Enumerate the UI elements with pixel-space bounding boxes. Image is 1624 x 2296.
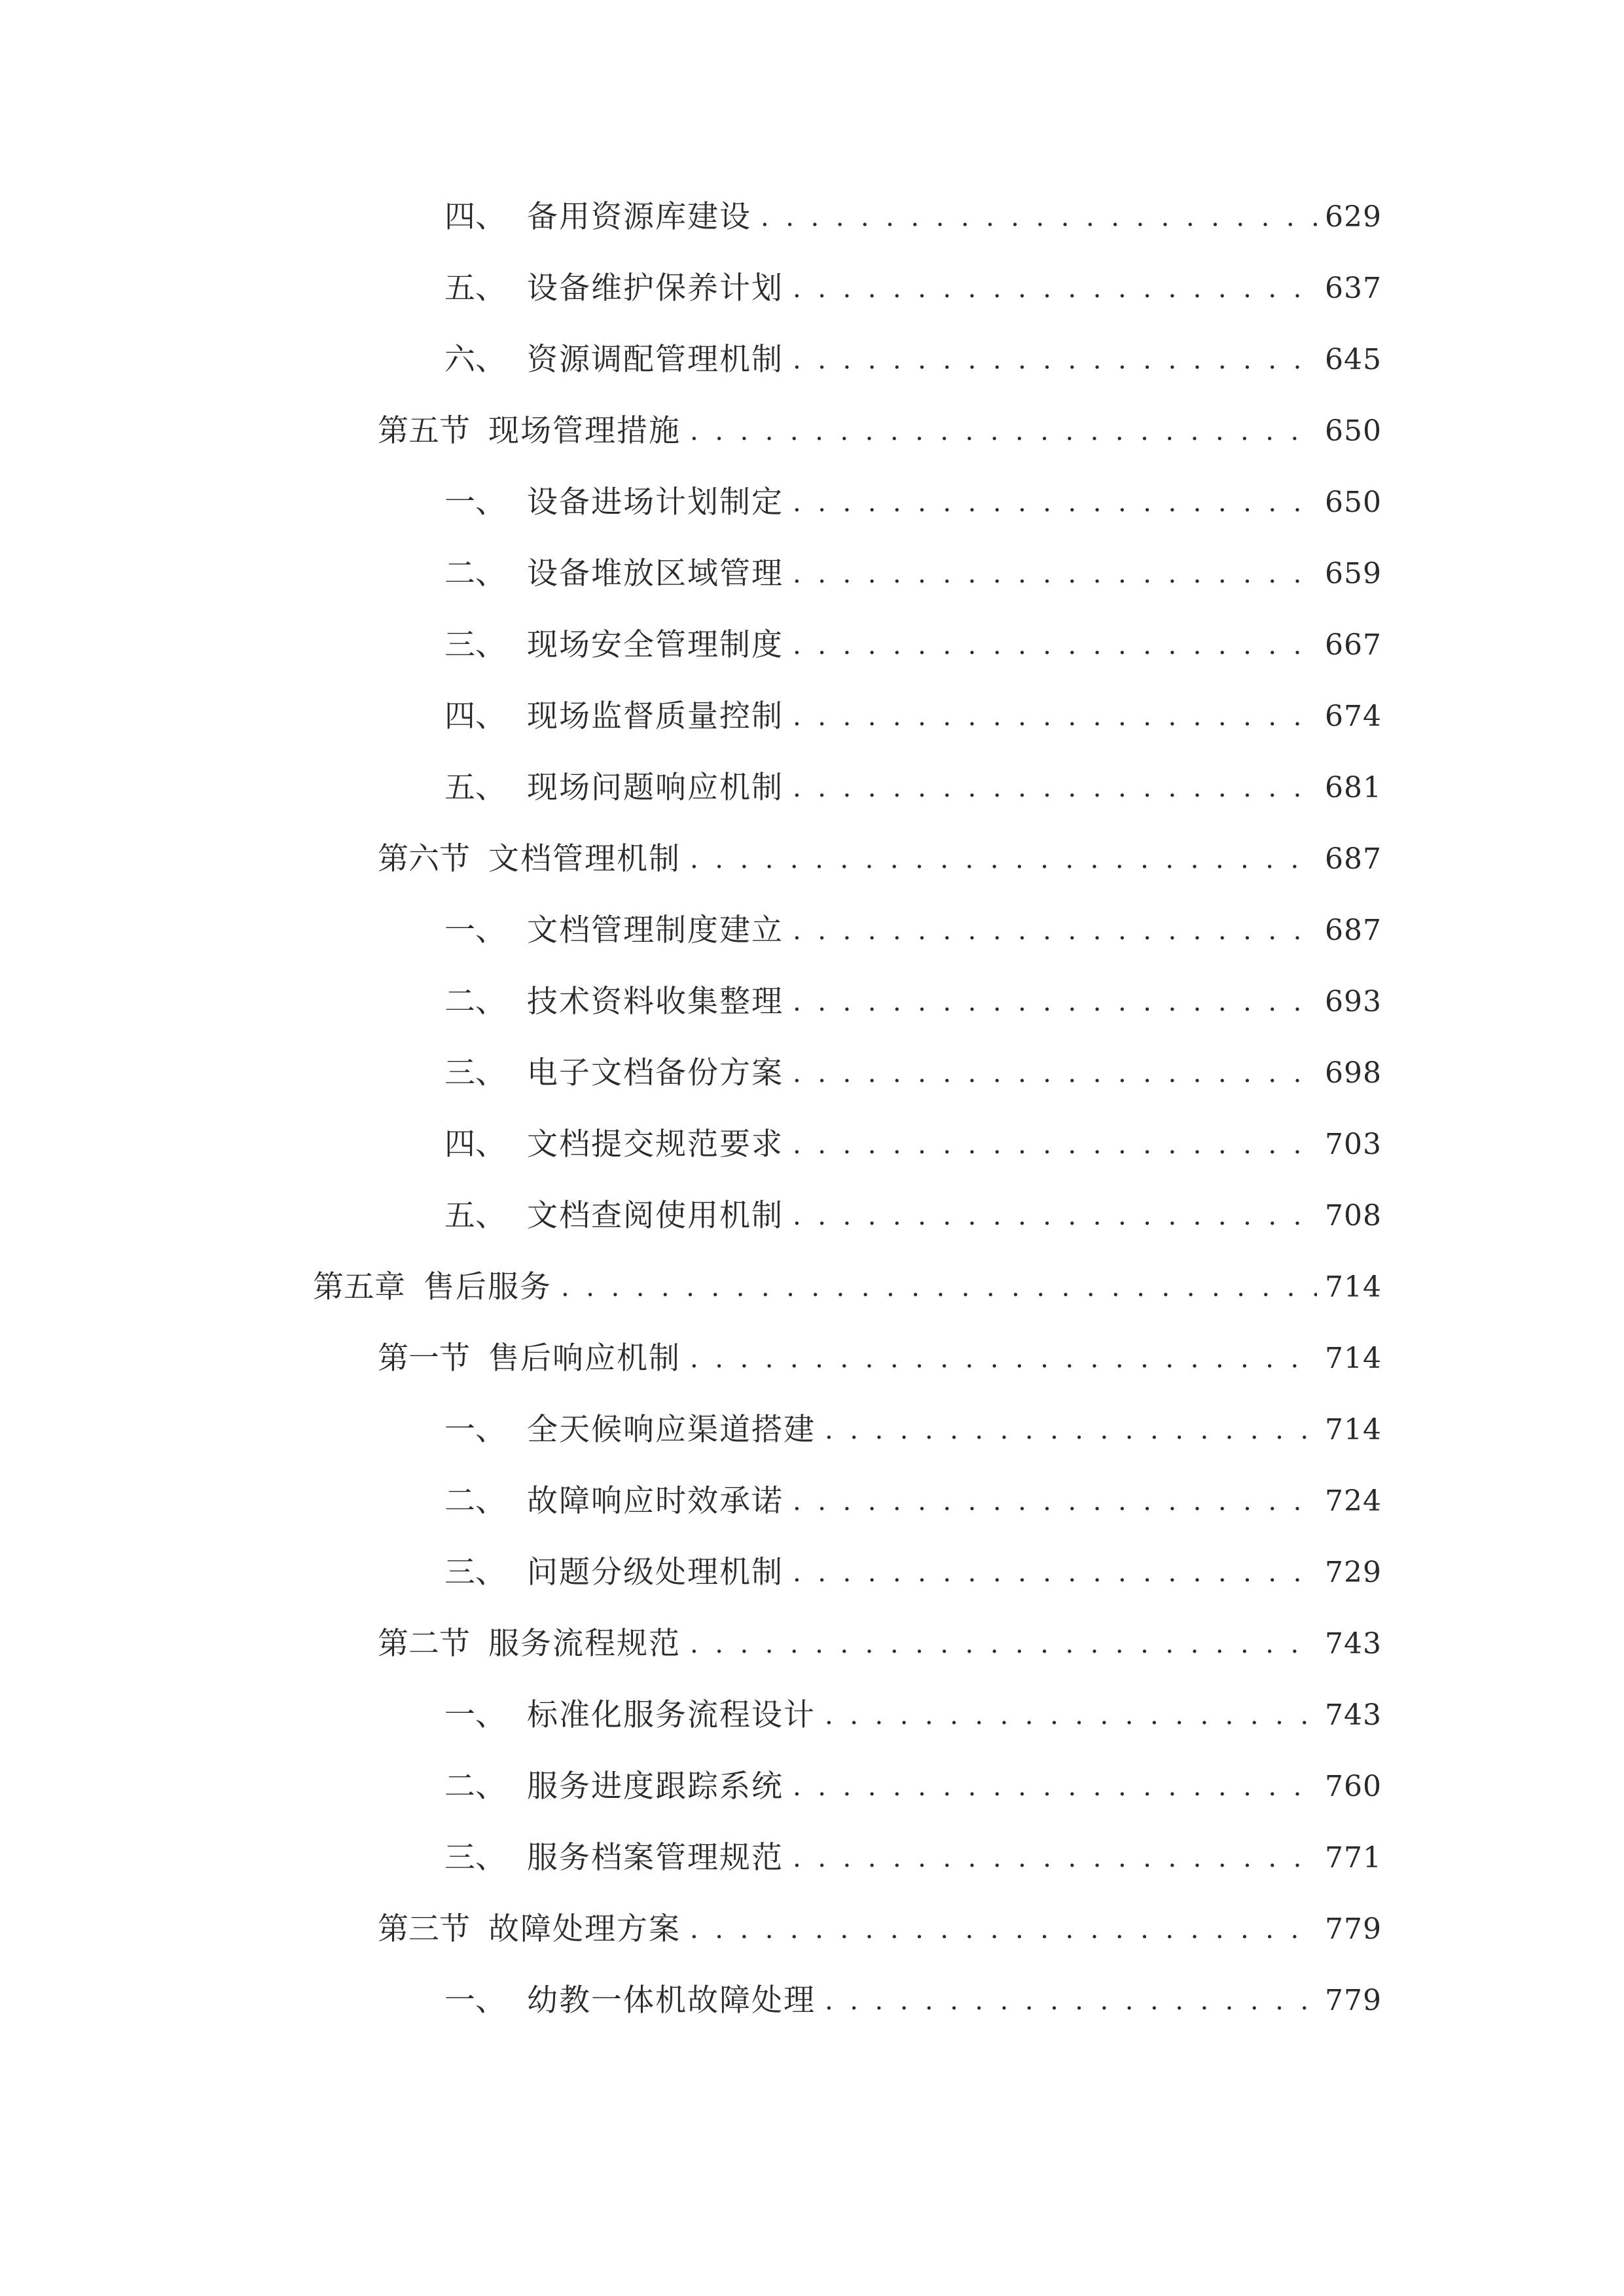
- dot-leader: [793, 262, 1317, 315]
- toc-entry-number: 第六节: [378, 841, 470, 877]
- toc-entry-page: 703: [1325, 1128, 1382, 1161]
- toc-entry-number: 第一节: [378, 1340, 470, 1376]
- toc-entry-title: 设备维护保养计划: [527, 270, 784, 306]
- dot-leader: [793, 1190, 1317, 1242]
- toc-entry-title: 文档查阅使用机制: [527, 1198, 784, 1234]
- toc-entry[interactable]: [444, 976, 1382, 1028]
- dot-leader: [793, 476, 1317, 529]
- toc-entry-number: 第三节: [378, 1911, 470, 1947]
- toc-entry-title: 现场问题响应机制: [527, 770, 784, 806]
- toc-entry-page: 779: [1325, 1912, 1382, 1946]
- toc-entry[interactable]: [378, 1903, 1382, 1956]
- toc-entry-number: 六、: [444, 342, 506, 378]
- toc-entry-title: 技术资料收集整理: [527, 984, 784, 1020]
- toc-entry-page: 724: [1325, 1484, 1382, 1518]
- dot-leader: [793, 619, 1317, 672]
- toc-entry[interactable]: [444, 619, 1382, 672]
- toc-entry-number: 一、: [444, 912, 506, 948]
- toc-entry-page: 693: [1325, 985, 1382, 1018]
- toc-entry-title: 现场监督质量控制: [527, 698, 784, 734]
- dot-leader: [793, 691, 1317, 743]
- toc-entry[interactable]: [444, 1547, 1382, 1599]
- toc-entry[interactable]: [444, 191, 1382, 243]
- toc-entry-page: 629: [1325, 200, 1382, 234]
- toc-entry-page: 779: [1325, 1984, 1382, 2017]
- toc-entry-page: 645: [1325, 343, 1382, 376]
- toc-entry[interactable]: [444, 548, 1382, 600]
- toc-entry-number: 第五章: [313, 1269, 405, 1305]
- toc-entry[interactable]: [444, 691, 1382, 743]
- toc-entry-number: 第二节: [378, 1626, 470, 1662]
- toc-entry-page: 743: [1325, 1698, 1382, 1732]
- toc-entry[interactable]: [313, 1261, 1382, 1314]
- toc-entry-page: 760: [1325, 1770, 1382, 1803]
- toc-entry-page: 743: [1325, 1627, 1382, 1660]
- toc-entry-page: 708: [1325, 1199, 1382, 1232]
- dot-leader: [825, 1689, 1317, 1742]
- toc-entry-number: 三、: [444, 1840, 506, 1876]
- toc-entry-title: 全天候响应渠道搭建: [527, 1412, 816, 1448]
- toc-entry-page: 687: [1325, 842, 1382, 876]
- toc-entry-title: 售后服务: [424, 1269, 552, 1305]
- toc-entry-title: 设备进场计划制定: [527, 484, 784, 520]
- dot-leader: [793, 334, 1317, 386]
- toc-entry-page: 698: [1325, 1056, 1382, 1090]
- dot-leader: [793, 905, 1317, 957]
- toc-entry-number: 三、: [444, 1055, 506, 1091]
- toc-entry-number: 二、: [444, 984, 506, 1020]
- toc-entry[interactable]: [444, 1832, 1382, 1884]
- toc-entry[interactable]: [378, 405, 1382, 457]
- toc-entry-page: 650: [1325, 414, 1382, 448]
- dot-leader: [825, 1404, 1317, 1456]
- toc-entry-number: 一、: [444, 1697, 506, 1733]
- dot-leader: [793, 1475, 1317, 1528]
- toc-entry[interactable]: [444, 905, 1382, 957]
- toc-entry-number: 三、: [444, 1554, 506, 1590]
- toc-entry-title: 电子文档备份方案: [527, 1055, 784, 1091]
- toc-entry-page: 771: [1325, 1841, 1382, 1874]
- toc-entry-number: 四、: [444, 1126, 506, 1162]
- dot-leader: [690, 405, 1317, 457]
- toc-entry[interactable]: [444, 1404, 1382, 1456]
- toc-entry-page: 714: [1325, 1342, 1382, 1375]
- toc-entry[interactable]: [378, 1333, 1382, 1385]
- toc-entry[interactable]: [444, 334, 1382, 386]
- dot-leader: [690, 1618, 1317, 1670]
- toc-entry-title: 故障处理方案: [488, 1911, 681, 1947]
- toc-entry[interactable]: [444, 476, 1382, 529]
- toc-entry[interactable]: [444, 1475, 1382, 1528]
- toc-entry-page: 714: [1325, 1413, 1382, 1446]
- toc-entry[interactable]: [444, 262, 1382, 315]
- toc-entry-title: 备用资源库建设: [527, 199, 751, 235]
- toc-entry[interactable]: [444, 762, 1382, 814]
- toc-entry-number: 二、: [444, 556, 506, 592]
- toc-entry-page: 681: [1325, 771, 1382, 804]
- toc-entry[interactable]: [378, 833, 1382, 886]
- toc-entry-page: 714: [1325, 1270, 1382, 1304]
- dot-leader: [561, 1261, 1317, 1314]
- toc-entry-number: 四、: [444, 199, 506, 235]
- toc-entry-number: 五、: [444, 770, 506, 806]
- dot-leader: [793, 1761, 1317, 1813]
- toc-entry-number: 二、: [444, 1483, 506, 1519]
- toc-entry-title: 设备堆放区域管理: [527, 556, 784, 592]
- toc-entry-number: 五、: [444, 1198, 506, 1234]
- toc-entry-number: 四、: [444, 698, 506, 734]
- toc-entry-title: 服务进度跟踪系统: [527, 1768, 784, 1804]
- toc-entry-title: 资源调配管理机制: [527, 342, 784, 378]
- toc-entry-page: 729: [1325, 1556, 1382, 1589]
- dot-leader: [793, 1832, 1317, 1884]
- dot-leader: [793, 1119, 1317, 1171]
- dot-leader: [793, 1047, 1317, 1100]
- toc-entry-page: 650: [1325, 486, 1382, 519]
- toc-entry[interactable]: [444, 1119, 1382, 1171]
- toc-entry-number: 三、: [444, 627, 506, 663]
- toc-entry-title: 标准化服务流程设计: [527, 1697, 816, 1733]
- dot-leader: [690, 1333, 1317, 1385]
- toc-entry[interactable]: [444, 1975, 1382, 2027]
- toc-entry-title: 幼教一体机故障处理: [527, 1982, 816, 2018]
- toc-entry-title: 售后响应机制: [488, 1340, 681, 1376]
- toc-entry-title: 文档提交规范要求: [527, 1126, 784, 1162]
- toc-entry-title: 现场安全管理制度: [527, 627, 784, 663]
- toc-entry-title: 文档管理机制: [488, 841, 681, 877]
- dot-leader: [690, 1903, 1317, 1956]
- toc-entry-number: 一、: [444, 484, 506, 520]
- toc-entry-title: 问题分级处理机制: [527, 1554, 784, 1590]
- dot-leader: [761, 191, 1317, 243]
- toc-entry[interactable]: [378, 1618, 1382, 1670]
- toc-entry-page: 667: [1325, 628, 1382, 662]
- toc-entry-title: 服务流程规范: [488, 1626, 681, 1662]
- toc-entry-title: 服务档案管理规范: [527, 1840, 784, 1876]
- dot-leader: [793, 548, 1317, 600]
- toc-entry-number: 五、: [444, 270, 506, 306]
- dot-leader: [793, 762, 1317, 814]
- toc-entry-number: 二、: [444, 1768, 506, 1804]
- toc-entry[interactable]: [444, 1761, 1382, 1813]
- toc-entry-page: 659: [1325, 557, 1382, 590]
- dot-leader: [793, 976, 1317, 1028]
- toc-entry-title: 现场管理措施: [488, 413, 681, 449]
- dot-leader: [690, 833, 1317, 886]
- toc-entry[interactable]: [444, 1689, 1382, 1742]
- toc-entry-number: 一、: [444, 1412, 506, 1448]
- toc-entry-number: 一、: [444, 1982, 506, 2018]
- toc-entry-page: 637: [1325, 272, 1382, 305]
- toc-entry-page: 674: [1325, 700, 1382, 733]
- toc-entry[interactable]: [444, 1047, 1382, 1100]
- toc-entry[interactable]: [444, 1190, 1382, 1242]
- toc-entry-number: 第五节: [378, 413, 470, 449]
- dot-leader: [793, 1547, 1317, 1599]
- toc-entry-page: 687: [1325, 914, 1382, 947]
- toc-entry-title: 故障响应时效承诺: [527, 1483, 784, 1519]
- toc-entry-title: 文档管理制度建立: [527, 912, 784, 948]
- dot-leader: [825, 1975, 1317, 2027]
